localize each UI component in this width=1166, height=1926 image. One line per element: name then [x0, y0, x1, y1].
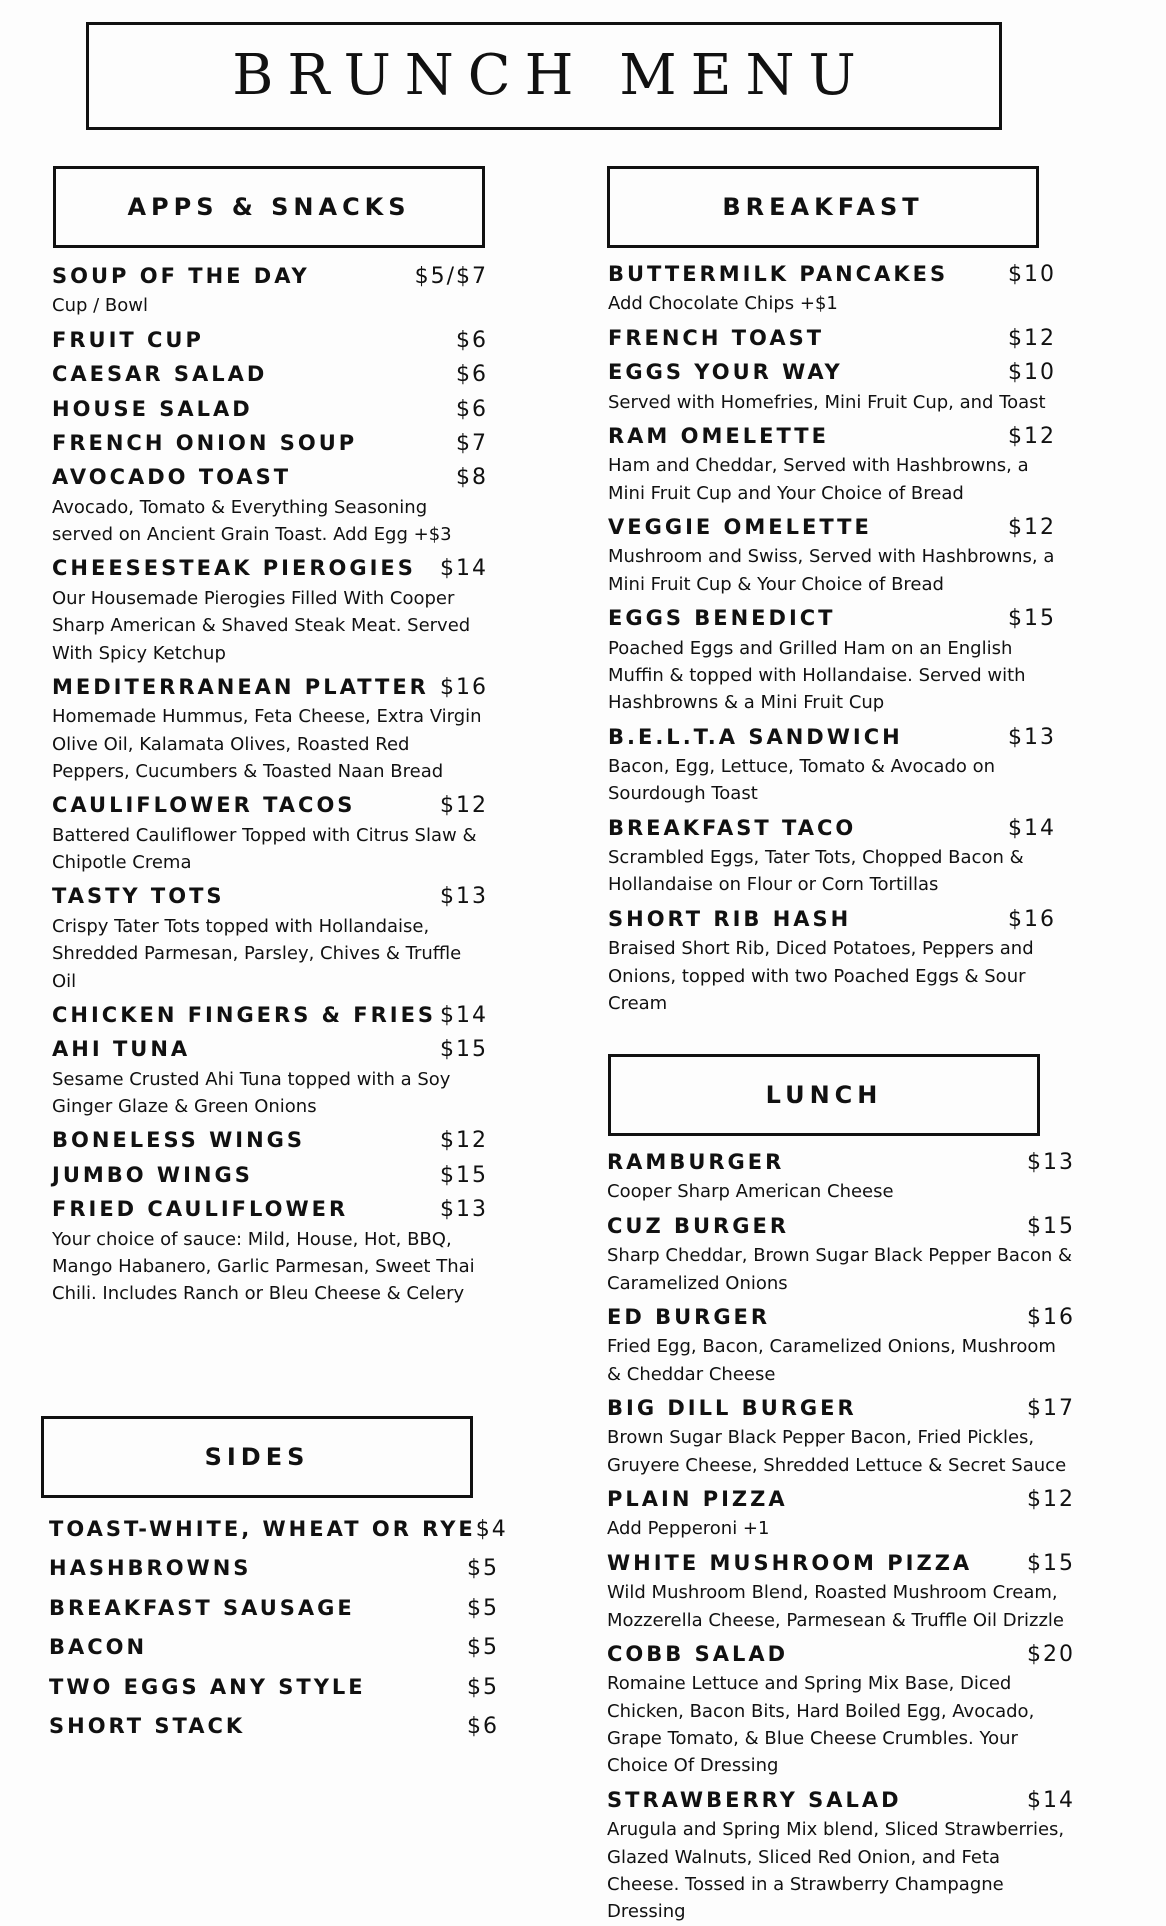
menu-item — [49, 1714, 499, 1740]
menu-item-name: COBB SALAD — [607, 1641, 789, 1666]
menu-item — [52, 1197, 488, 1307]
menu-item-price: $10 — [1008, 262, 1056, 287]
menu-item — [49, 1517, 508, 1543]
menu-item-description: Scrambled Eggs, Tater Tots, Chopped Bacon & Hollandaise on Flour or Corn Tortillas — [608, 847, 1024, 896]
menu-item-row — [608, 424, 1056, 450]
menu-item-description: Mushroom and Swiss, Served with Hashbrowns, a Mini Fruit Cup & Your Choice of Bread — [608, 546, 1055, 595]
menu-item — [608, 424, 1056, 507]
menu-item-name: AVOCADO TOAST — [52, 465, 292, 490]
sides-items-column — [49, 1517, 508, 1740]
menu-item-description: Your choice of sauce: Mild, House, Hot, BBQ, Mango Habanero, Garlic Parmesan, Sweet Thai Chili. Includes Ranch or Bleu Cheese & Celery — [52, 1228, 475, 1305]
menu-item-price: $12 — [440, 793, 488, 819]
menu-item-row — [608, 360, 1056, 386]
menu-item-description: Poached Eggs and Grilled Ham on an English Muffin & topped with Hollandaise. Served with Hashbrowns & a Mini Fruit Cup — [608, 637, 1026, 714]
menu-item-price: $10 — [1008, 360, 1056, 386]
menu-item-row — [608, 816, 1056, 842]
menu-item-name: STRAWBERRY SALAD — [607, 1787, 902, 1812]
menu-item-price: $12 — [1027, 1487, 1075, 1513]
menu-item-row — [49, 1556, 499, 1582]
menu-item-name: B.E.L.T.A SANDWICH — [608, 724, 903, 749]
menu-item-row — [52, 397, 488, 423]
menu-item-row — [52, 793, 488, 819]
menu-item-price: $16 — [1008, 906, 1056, 932]
menu-item — [49, 1596, 499, 1622]
menu-item-description: Crispy Tater Tots topped with Hollandaise, Shredded Parmesan, Parsley, Chives & Truffle Oil — [52, 915, 462, 992]
menu-item-description: Fried Egg, Bacon, Caramelized Onions, Mushroom & Cheddar Cheese — [607, 1336, 1056, 1385]
menu-item-description: Arugula and Spring Mix blend, Sliced Strawberries, Glazed Walnuts, Sliced Red Onion, and Feta Cheese. Tossed in a Strawberry Champagne Dressing — [607, 1819, 1065, 1923]
menu-item-row — [607, 1214, 1075, 1240]
menu-item-name: BIG DILL BURGER — [607, 1395, 857, 1420]
menu-item-row — [52, 431, 488, 457]
menu-item-price: $15 — [1008, 606, 1056, 632]
menu-item-description: Add Pepperoni +1 — [607, 1518, 770, 1540]
menu-item-row — [607, 1551, 1075, 1577]
menu-item-name: BUTTERMILK PANCAKES — [608, 262, 949, 286]
menu-item-price: $13 — [440, 884, 488, 910]
menu-title: BRUNCH MENU — [232, 43, 870, 108]
menu-item-name: JUMBO WINGS — [52, 1162, 253, 1187]
menu-item — [49, 1675, 499, 1701]
menu-item — [608, 515, 1056, 598]
menu-item-description: Braised Short Rib, Diced Potatoes, Peppers and Onions, topped with two Poached Eggs & Sour Cream — [608, 938, 1034, 1014]
menu-item-name: MEDITERRANEAN PLATTER — [52, 674, 429, 699]
menu-item-price: $5 — [467, 1674, 499, 1700]
menu-item-name: FRIED CAULIFLOWER — [52, 1197, 349, 1222]
menu-item-row — [608, 515, 1056, 541]
menu-item-name: WHITE MUSHROOM PIZZA — [607, 1550, 973, 1575]
menu-item-row — [607, 1487, 1075, 1513]
menu-item — [52, 431, 488, 457]
menu-item-row — [52, 1128, 488, 1154]
menu-item-row — [608, 725, 1056, 751]
menu-item-price: $15 — [1027, 1550, 1075, 1576]
menu-item — [52, 1128, 488, 1154]
menu-item-description: Homemade Hummus, Feta Cheese, Extra Virgin Olive Oil, Kalamata Olives, Roasted Red Peppers, Cucumbers & Toasted Naan Bread — [52, 706, 482, 782]
menu-item-row — [52, 556, 488, 582]
menu-item-row — [52, 362, 488, 388]
apps-items-column — [52, 264, 488, 1308]
menu-item-name: VEGGIE OMELETTE — [608, 515, 872, 539]
menu-item — [52, 362, 488, 388]
menu-item-row — [52, 1197, 488, 1223]
menu-item-name: CHEESESTEAK PIEROGIES — [52, 556, 416, 581]
menu-item-row — [49, 1635, 499, 1661]
menu-item — [607, 1214, 1075, 1297]
menu-item-row — [607, 1642, 1075, 1668]
menu-item — [52, 1037, 488, 1120]
menu-item-name: HASHBROWNS — [49, 1556, 252, 1581]
menu-item — [52, 397, 488, 423]
menu-item — [607, 1487, 1075, 1543]
menu-item — [608, 907, 1056, 1017]
menu-item-row — [49, 1675, 499, 1701]
menu-item — [52, 264, 488, 320]
menu-item-row — [608, 326, 1056, 352]
menu-item-row — [608, 606, 1056, 632]
sides-section-title: SIDES — [204, 1443, 310, 1471]
menu-item-price: $16 — [1027, 1304, 1075, 1330]
menu-item-description: Our Housemade Pierogies Filled With Cooper Sharp American & Shaved Steak Meat. Served With Spicy Ketchup — [52, 587, 471, 664]
menu-item-name: FRENCH TOAST — [608, 325, 825, 350]
menu-item-row — [49, 1714, 499, 1740]
menu-item-price: $15 — [440, 1037, 488, 1063]
menu-item-name: CAULIFLOWER TACOS — [52, 793, 356, 818]
menu-item — [52, 793, 488, 876]
apps-section-title: APPS & SNACKS — [127, 193, 411, 221]
menu-item-price: $15 — [440, 1162, 488, 1188]
menu-item-name: AHI TUNA — [52, 1037, 191, 1062]
menu-item-description: Avocado, Tomato & Everything Seasoning served on Ancient Grain Toast. Add Egg +$3 — [52, 496, 452, 546]
menu-item-description: Cup / Bowl — [52, 295, 148, 317]
menu-item-price: $12 — [1008, 325, 1056, 351]
menu-item-price: $5 — [467, 1595, 499, 1621]
menu-item-price: $14 — [440, 556, 488, 582]
menu-item — [608, 262, 1056, 318]
menu-item-description: Sesame Crusted Ahi Tuna topped with a Soy Ginger Glaze & Green Onions — [52, 1068, 451, 1118]
breakfast-items-column — [608, 262, 1056, 1017]
menu-title-box — [86, 22, 1002, 130]
menu-item-price: $13 — [1027, 1150, 1075, 1175]
menu-item-name: FRENCH ONION SOUP — [52, 430, 358, 455]
menu-item-price: $12 — [440, 1128, 488, 1154]
menu-item — [49, 1635, 499, 1661]
menu-item-price: $5 — [467, 1556, 499, 1582]
menu-item-description: Battered Cauliflower Topped with Citrus Slaw & Chipotle Crema — [52, 824, 477, 874]
menu-item — [52, 465, 488, 548]
menu-item-price: $13 — [1008, 724, 1056, 750]
menu-item — [608, 326, 1056, 352]
menu-item-price: $14 — [1008, 815, 1056, 841]
menu-item-price: $16 — [440, 674, 488, 700]
menu-item-description: Cooper Sharp American Cheese — [607, 1181, 894, 1203]
menu-item-price: $6 — [456, 327, 488, 353]
menu-item-name: HOUSE SALAD — [52, 396, 253, 421]
sides-section-header — [41, 1416, 473, 1498]
menu-item-price: $15 — [1027, 1213, 1075, 1239]
menu-item-row — [607, 1305, 1075, 1331]
menu-item — [607, 1305, 1075, 1388]
menu-item-name: TASTY TOTS — [52, 884, 225, 909]
menu-item-description: Wild Mushroom Blend, Roasted Mushroom Cream, Mozzerella Cheese, Parmesean & Truffle Oil Drizzle — [607, 1582, 1064, 1631]
lunch-section-header — [608, 1054, 1040, 1136]
menu-item — [52, 675, 488, 785]
menu-item — [607, 1551, 1075, 1634]
menu-item — [608, 816, 1056, 899]
menu-item-row — [52, 675, 488, 701]
menu-item-name: SHORT STACK — [49, 1713, 246, 1738]
menu-item — [608, 725, 1056, 808]
menu-item-name: ED BURGER — [607, 1304, 771, 1329]
lunch-items-column — [607, 1150, 1075, 1926]
menu-item-name: BONELESS WINGS — [52, 1128, 306, 1153]
menu-item-row — [52, 1163, 488, 1189]
menu-item-description: Sharp Cheddar, Brown Sugar Black Pepper Bacon & Caramelized Onions — [607, 1245, 1073, 1294]
menu-item-row — [52, 884, 488, 910]
menu-item-row — [52, 465, 488, 491]
menu-item — [607, 1150, 1075, 1206]
menu-item — [52, 1163, 488, 1189]
menu-item-name: SOUP OF THE DAY — [52, 264, 310, 288]
menu-item-row — [607, 1396, 1075, 1422]
menu-item-name: TOAST-WHITE, WHEAT OR RYE — [49, 1517, 476, 1541]
menu-item — [607, 1396, 1075, 1479]
menu-item-name: BACON — [49, 1635, 148, 1660]
menu-item-description: Romaine Lettuce and Spring Mix Base, Diced Chicken, Bacon Bits, Hard Boiled Egg, Avocado, Grape Tomato, & Blue Cheese Crumbles. Your Choice Of Dressing — [607, 1673, 1035, 1777]
menu-item-name: EGGS YOUR WAY — [608, 360, 843, 385]
menu-item — [607, 1788, 1075, 1926]
menu-item-row — [52, 328, 488, 354]
menu-item-price: $6 — [456, 396, 488, 422]
menu-item-description: Brown Sugar Black Pepper Bacon, Fried Pickles, Gruyere Cheese, Shredded Lettuce & Secret Sauce — [607, 1427, 1067, 1476]
apps-section-header — [53, 166, 485, 248]
menu-item-name: CHICKEN FINGERS & FRIES — [52, 1002, 437, 1027]
menu-item-row — [49, 1517, 508, 1543]
menu-item-description: Add Chocolate Chips +$1 — [608, 293, 838, 315]
menu-item-name: CUZ BURGER — [607, 1213, 789, 1238]
menu-item-row — [52, 264, 488, 290]
menu-item-price: $6 — [456, 362, 488, 388]
menu-item-price: $7 — [456, 430, 488, 456]
menu-item-row — [607, 1788, 1075, 1814]
menu-item-row — [52, 1037, 488, 1063]
menu-item-name: BREAKFAST TACO — [608, 815, 857, 840]
menu-item-row — [608, 262, 1056, 288]
menu-item — [607, 1642, 1075, 1780]
menu-item-name: PLAIN PIZZA — [607, 1487, 788, 1512]
menu-item-name: EGGS BENEDICT — [608, 606, 836, 631]
menu-item-name: RAM OMELETTE — [608, 423, 829, 448]
menu-item-price: $12 — [1008, 423, 1056, 449]
menu-item-name: RAMBURGER — [607, 1150, 785, 1174]
menu-item-price: $14 — [1027, 1787, 1075, 1813]
menu-item — [608, 360, 1056, 416]
menu-item-name: BREAKFAST SAUSAGE — [49, 1595, 355, 1620]
menu-item-price: $5 — [467, 1635, 499, 1661]
menu-item-price: $8 — [456, 465, 488, 491]
menu-item-price: $12 — [1008, 515, 1056, 540]
breakfast-section-header — [607, 166, 1039, 248]
menu-item-price: $17 — [1027, 1395, 1075, 1421]
menu-item-row — [49, 1596, 499, 1622]
menu-item-price: $13 — [440, 1197, 488, 1223]
menu-item-description: Ham and Cheddar, Served with Hashbrowns, a Mini Fruit Cup and Your Choice of Bread — [608, 455, 1029, 504]
menu-item — [49, 1556, 499, 1582]
menu-item — [52, 328, 488, 354]
menu-item-row — [608, 907, 1056, 933]
menu-item-name: CAESAR SALAD — [52, 362, 268, 387]
menu-item-description: Served with Homefries, Mini Fruit Cup, and Toast — [608, 391, 1046, 413]
menu-item-name: TWO EGGS ANY STYLE — [49, 1674, 366, 1699]
menu-item-row — [607, 1150, 1075, 1176]
menu-item-price: $4 — [475, 1517, 508, 1542]
menu-item-name: FRUIT CUP — [52, 327, 204, 352]
breakfast-section-title: BREAKFAST — [722, 193, 924, 221]
lunch-section-title: LUNCH — [765, 1081, 883, 1109]
menu-item-description: Bacon, Egg, Lettuce, Tomato & Avocado on Sourdough Toast — [608, 755, 996, 805]
menu-item — [608, 606, 1056, 716]
menu-item — [52, 1003, 488, 1029]
menu-item-price: $14 — [440, 1002, 488, 1028]
menu-item-price: $20 — [1027, 1641, 1075, 1667]
menu-item-price: $6 — [467, 1713, 499, 1739]
menu-item-row — [52, 1003, 488, 1029]
menu-item — [52, 556, 488, 666]
menu-item — [52, 884, 488, 994]
menu-item-name: SHORT RIB HASH — [608, 906, 852, 931]
menu-item-price: $5/$7 — [414, 264, 488, 289]
